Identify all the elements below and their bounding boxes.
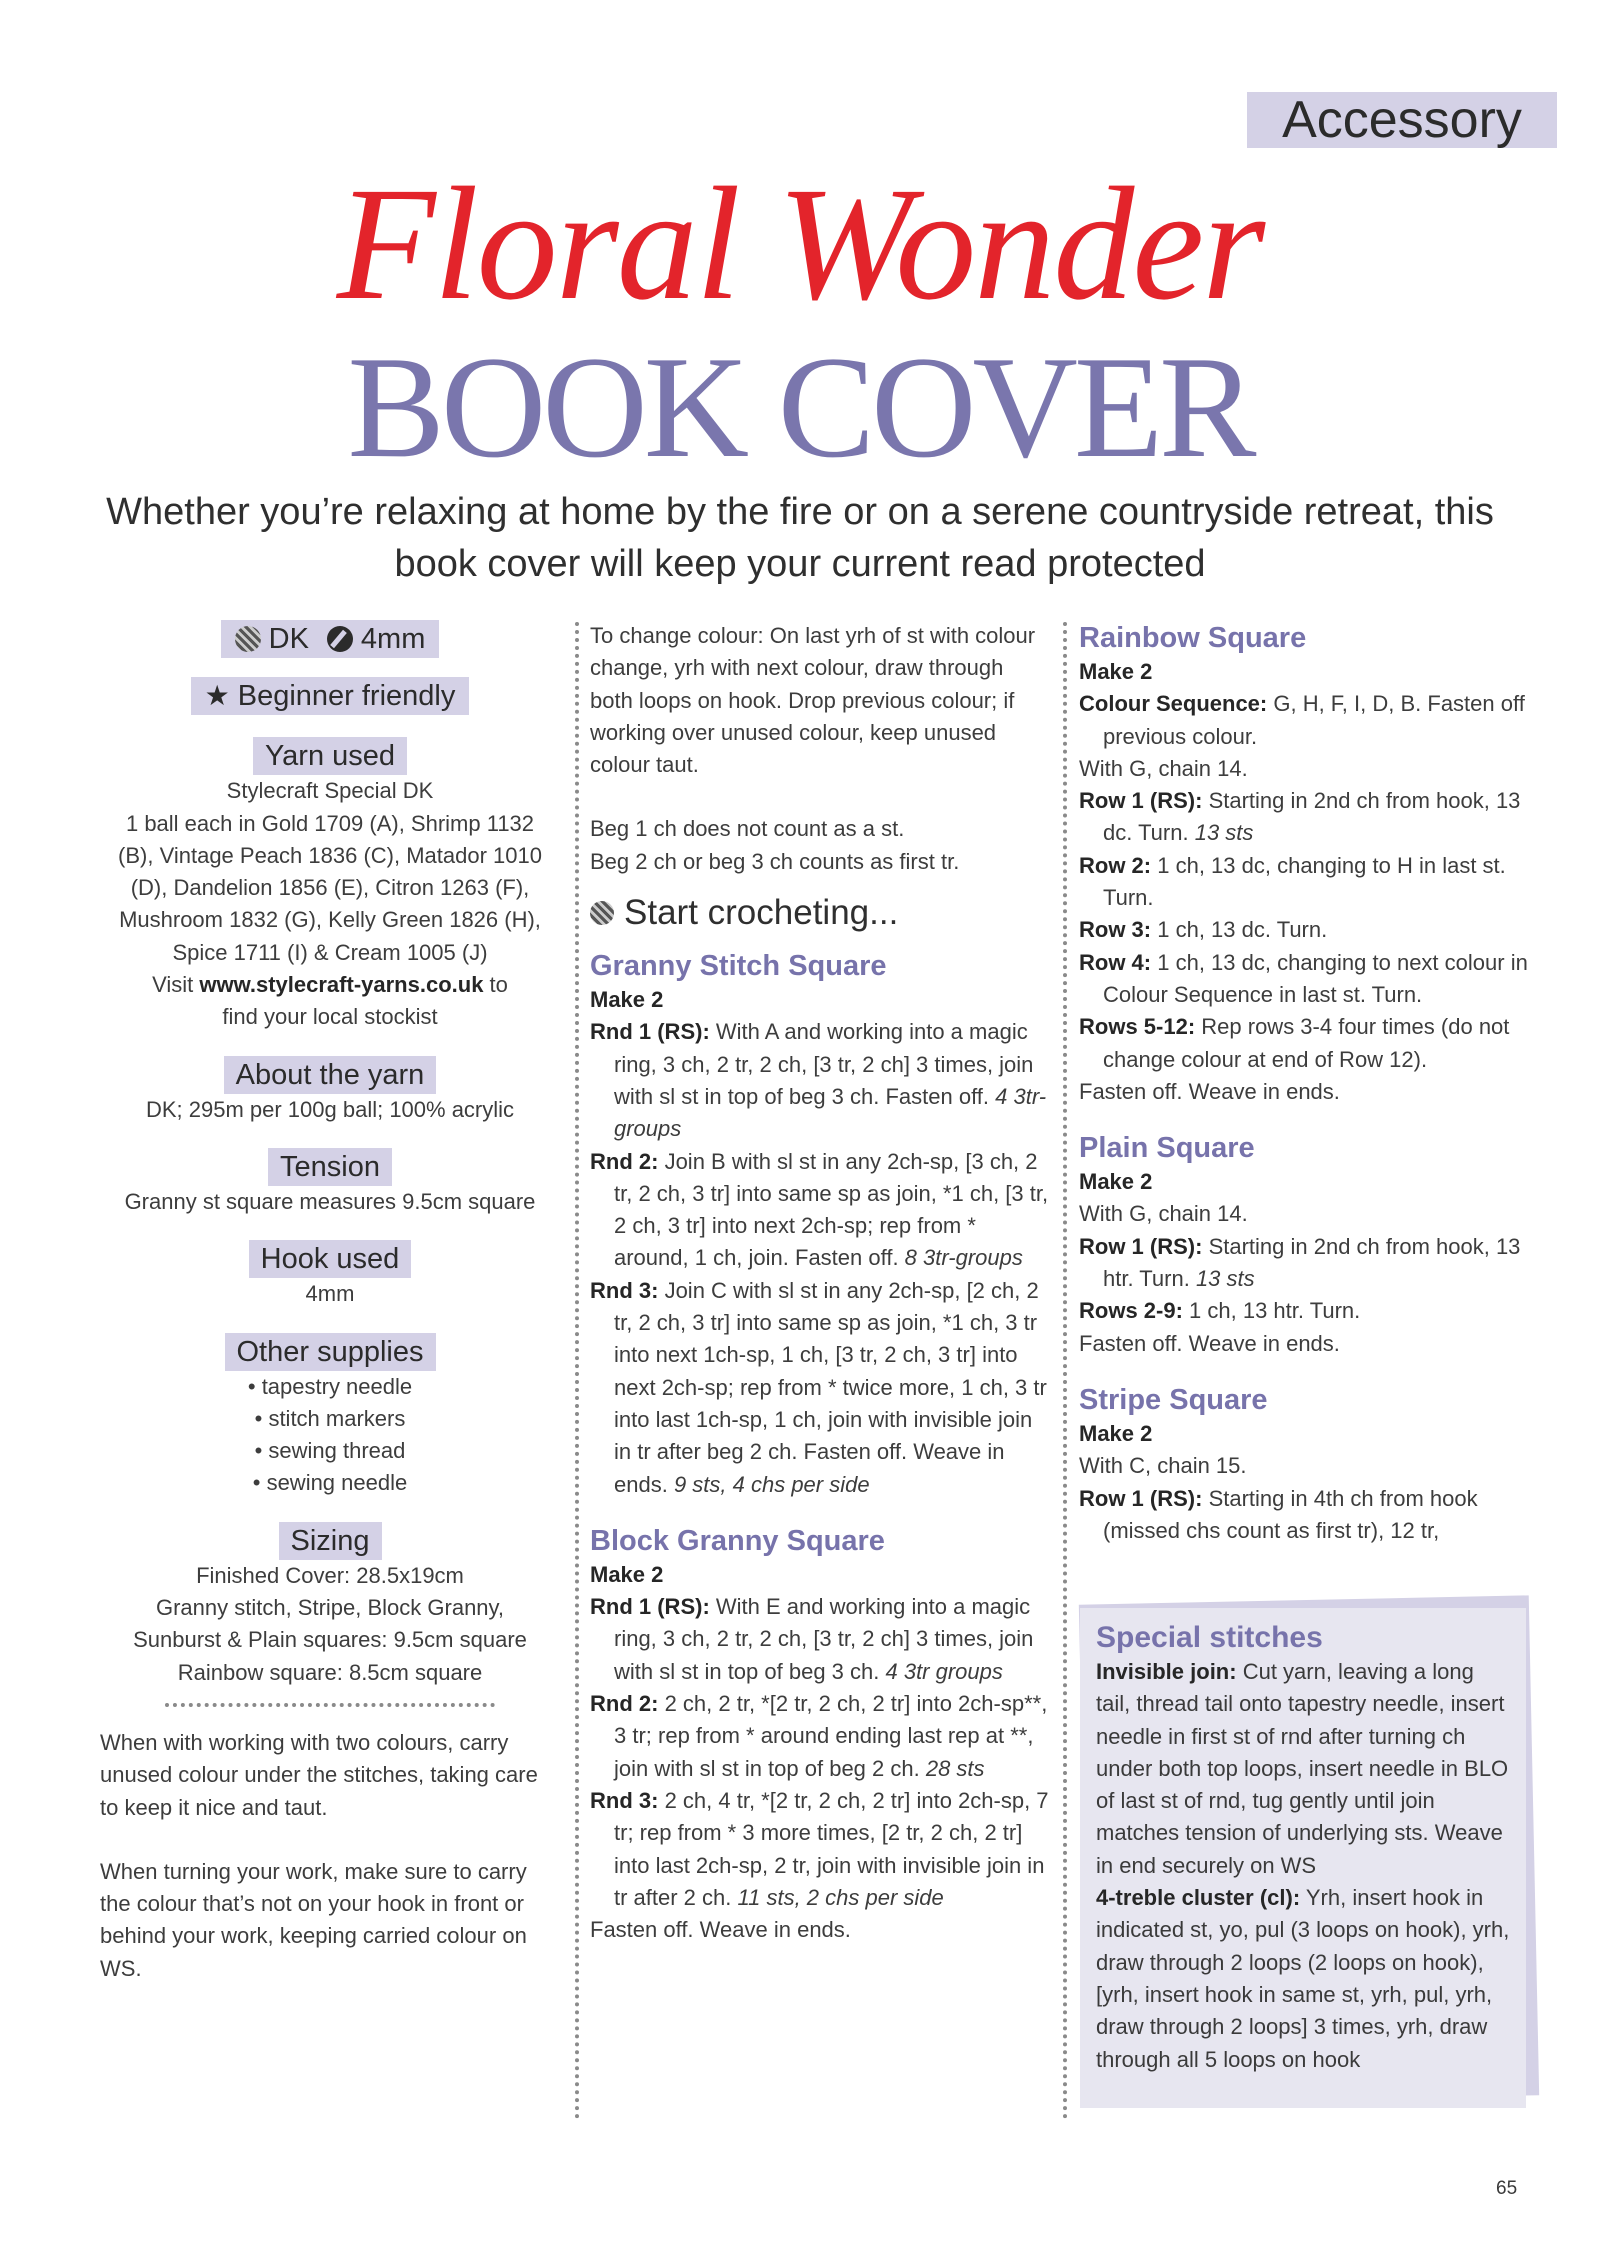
special-item: 4-treble cluster (cl): Yrh, insert hook in indicated st, yo, pul (3 loops on hook), yrh, draw through 2 loops (2 loops on hook), [yrh, insert hook in same st, yrh, pul, yrh, draw through 2 loops] 3 times, yrh, draw through all 5 loops on hook	[1096, 1885, 1510, 2072]
pattern-row: Row 2: 1 ch, 13 dc, changing to H in last st. Turn.	[1079, 852, 1506, 911]
level-text: Beginner friendly	[237, 680, 456, 713]
beg-note: Beg 2 ch or beg 3 ch counts as first tr.	[590, 848, 960, 874]
colour-sequence: Colour Sequence: G, H, F, I, D, B. Fasten off previous colour.	[1079, 691, 1525, 749]
pattern-row: Row 1 (RS): Starting in 2nd ch from hook, 13 dc. Turn. 13 sts	[1079, 788, 1521, 846]
other-supplies-heading: Other supplies	[225, 1333, 436, 1371]
dotted-divider	[165, 1703, 495, 1707]
yarn-weight: DK	[268, 623, 309, 655]
special-item: Invisible join: Cut yarn, leaving a long tail, thread tail onto tapestry needle, insert needle in first st of rnd after turning ch under both top loops, insert needle in BLO of last st of rnd, tug gently until join matches tension of underlying sts. Weave in end securely on WS	[1096, 1659, 1509, 1878]
yarn-line: (B), Vintage Peach 1836 (C), Matador 1010	[118, 842, 542, 868]
supplies-list	[100, 1371, 560, 1500]
pattern-row: Rows 2-9: 1 ch, 13 htr. Turn.	[1079, 1298, 1361, 1324]
sizing-heading: Sizing	[279, 1522, 382, 1560]
rainbow-chain: With G, chain 14.	[1079, 755, 1248, 781]
yarn-ball-icon	[590, 901, 614, 925]
supply-item: • stitch markers	[254, 1405, 406, 1431]
beg-note: Beg 1 ch does not count as a st.	[590, 816, 905, 842]
pattern-row: Rnd 1 (RS): With A and working into a magic ring, 3 ch, 2 tr, 2 ch, [3 tr, 2 ch] 3 times, join with sl st in top of beg 3 ch. Fasten off. 4 3tr-groups	[590, 1019, 1047, 1142]
pattern-row: Rows 5-12: Rep rows 3-4 four times (do not change colour at end of Row 12).	[1079, 1014, 1510, 1072]
sizing-list	[100, 1560, 560, 1689]
visit-text: Visit	[152, 972, 200, 998]
pattern-row: Row 1 (RS): Starting in 4th ch from hook (missed chs count as first tr), 12 tr,	[1079, 1485, 1478, 1543]
sizing-line: Sunburst & Plain squares: 9.5cm square	[133, 1627, 527, 1653]
hook-used-text: 4mm	[305, 1281, 355, 1307]
special-heading: Special stitches	[1096, 1621, 1323, 1654]
visit-text-post: to	[483, 972, 508, 998]
yarn-used-list	[100, 775, 560, 1033]
yarn-line: Stylecraft Special DK	[226, 778, 434, 804]
pattern-row: Rnd 2: 2 ch, 2 tr, *[2 tr, 2 ch, 2 tr] into 2ch-sp**, 3 tr; rep from * around ending last rep at **, join with sl st in top of beg 2 ch. 28 sts	[590, 1691, 1048, 1781]
stripe-chain: With C, chain 15.	[1079, 1453, 1247, 1479]
pattern-row: Row 1 (RS): Starting in 2nd ch from hook, 13 htr. Turn. 13 sts	[1079, 1233, 1521, 1292]
change-colour-note: To change colour: On last yrh of st with colour change, yrh with next colour, draw through both loops on hook. Drop previous colour; if working over unused colour, keep unused colour taut.	[590, 623, 1036, 778]
pattern-column-middle	[590, 620, 1050, 1946]
rainbow-heading: Rainbow Square	[1079, 622, 1307, 654]
hook-icon	[327, 626, 353, 652]
start-heading	[590, 888, 1050, 938]
sizing-line: Rainbow square: 8.5cm square	[177, 1659, 483, 1685]
page-number: 65	[1496, 2178, 1518, 2199]
tip-paragraph: When turning your work, make sure to carry the colour that’s not on your hook in front or behind your work, keeping carried colour on WS.	[100, 1858, 527, 1981]
pattern-row: Row 4: 1 ch, 13 dc, changing to next colour in Colour Sequence in last st. Turn.	[1079, 949, 1528, 1007]
supply-item: • sewing needle	[252, 1470, 408, 1496]
title-script: Floral Wonder	[336, 155, 1264, 334]
pattern-row: Rnd 3: 2 ch, 4 tr, *[2 tr, 2 ch, 2 tr] into 2ch-sp, 7 tr; rep from * 3 more times, [2 tr, 2 ch, 2 tr] into last 2ch-sp, 2 tr, join with invisible join in tr after 2 ch. 11 sts, 2 chs per side	[590, 1787, 1049, 1910]
level-badge	[191, 677, 470, 715]
supply-item: • tapestry needle	[247, 1373, 413, 1399]
rainbow-finish: Fasten off. Weave in ends.	[1079, 1078, 1340, 1104]
stripe-make: Make 2	[1079, 1420, 1153, 1446]
hook-size: 4mm	[360, 623, 426, 655]
plain-chain: With G, chain 14.	[1079, 1201, 1248, 1227]
about-yarn-text: DK; 295m per 100g ball; 100% acrylic	[145, 1096, 515, 1122]
plain-make: Make 2	[1079, 1169, 1153, 1195]
pattern-column-right	[1079, 620, 1539, 1547]
start-heading-text: Start crocheting...	[624, 893, 899, 933]
intro-text: Whether you’re relaxing at home by the fire or on a serene countryside retreat, this book cover will keep your current read protected	[106, 491, 1494, 585]
tip-paragraph: When with working with two colours, carry unused colour under the stitches, taking care to keep it nice and taut.	[100, 1729, 538, 1820]
column-divider	[575, 622, 579, 2120]
block-heading: Block Granny Square	[590, 1524, 885, 1557]
stripe-heading: Stripe Square	[1079, 1383, 1268, 1416]
plain-heading: Plain Square	[1079, 1132, 1255, 1165]
granny-make: Make 2	[590, 987, 664, 1013]
special-stitches-box	[1080, 1608, 1526, 2108]
weight-hook-badge	[221, 620, 440, 658]
yarn-ball-icon	[235, 626, 261, 652]
hook-used-heading: Hook used	[249, 1240, 412, 1278]
star-icon: ★	[204, 680, 230, 712]
yarn-line: 1 ball each in Gold 1709 (A), Shrimp 1132	[125, 810, 535, 836]
stockist-line	[100, 969, 560, 1001]
sizing-line: Finished Cover: 28.5x19cm	[196, 1562, 464, 1588]
stockist-line-2: find your local stockist	[222, 1004, 438, 1030]
sidebar-column	[100, 620, 560, 1985]
yarn-line: Spice 1711 (I) & Cream 1005 (J)	[172, 939, 488, 965]
yarn-used-heading: Yarn used	[253, 737, 407, 775]
pattern-row: Rnd 2: Join B with sl st in any 2ch-sp, [3 ch, 2 tr, 2 ch, 3 tr] into same sp as join, *1 ch, [3 tr, 2 ch, 3 tr] into next 2ch-sp; rep from * around, 1 ch, join. Fasten off. 8 3tr-groups	[590, 1148, 1049, 1271]
supply-item: • sewing thread	[254, 1438, 406, 1464]
pattern-row: Rnd 3: Join C with sl st in any 2ch-sp, [2 ch, 2 tr, 2 ch, 3 tr] into same sp as join, *1 ch, 3 tr into next 1ch-sp, 1 ch, [3 tr, 2 ch, 3 tr] into next 2ch-sp; rep from * twice more, 1 ch, 3 tr into last 1ch-sp, 1 ch, join with invisible join in tr after beg 2 ch. Fasten off. Weave in ends. 9 sts, 4 chs per side	[590, 1277, 1047, 1497]
pattern-row: Row 3: 1 ch, 13 dc. Turn.	[1079, 917, 1328, 943]
block-make: Make 2	[590, 1561, 664, 1587]
sizing-line: Granny stitch, Stripe, Block Granny,	[155, 1595, 505, 1621]
rainbow-make: Make 2	[1079, 659, 1153, 684]
block-finish: Fasten off. Weave in ends.	[590, 1917, 851, 1943]
yarn-line: Mushroom 1832 (G), Kelly Green 1826 (H),	[119, 907, 541, 933]
category-label: Accessory	[1247, 92, 1557, 148]
pattern-row: Rnd 1 (RS): With E and working into a magic ring, 3 ch, 2 tr, 2 ch, [3 tr, 2 ch] 3 times, join with sl st in top of beg 3 ch. 4 3tr groups	[590, 1594, 1034, 1684]
stockist-link[interactable]: www.stylecraft-yarns.co.uk	[199, 972, 484, 998]
tension-heading: Tension	[268, 1148, 392, 1186]
yarn-line: (D), Dandelion 1856 (E), Citron 1263 (F),	[130, 875, 530, 901]
granny-heading: Granny Stitch Square	[590, 950, 887, 983]
page-title: BOOK COVER	[347, 326, 1253, 488]
column-divider	[1063, 622, 1067, 2120]
tension-text: Granny st square measures 9.5cm square	[124, 1188, 536, 1214]
plain-finish: Fasten off. Weave in ends.	[1079, 1330, 1340, 1356]
about-yarn-heading: About the yarn	[224, 1056, 437, 1094]
